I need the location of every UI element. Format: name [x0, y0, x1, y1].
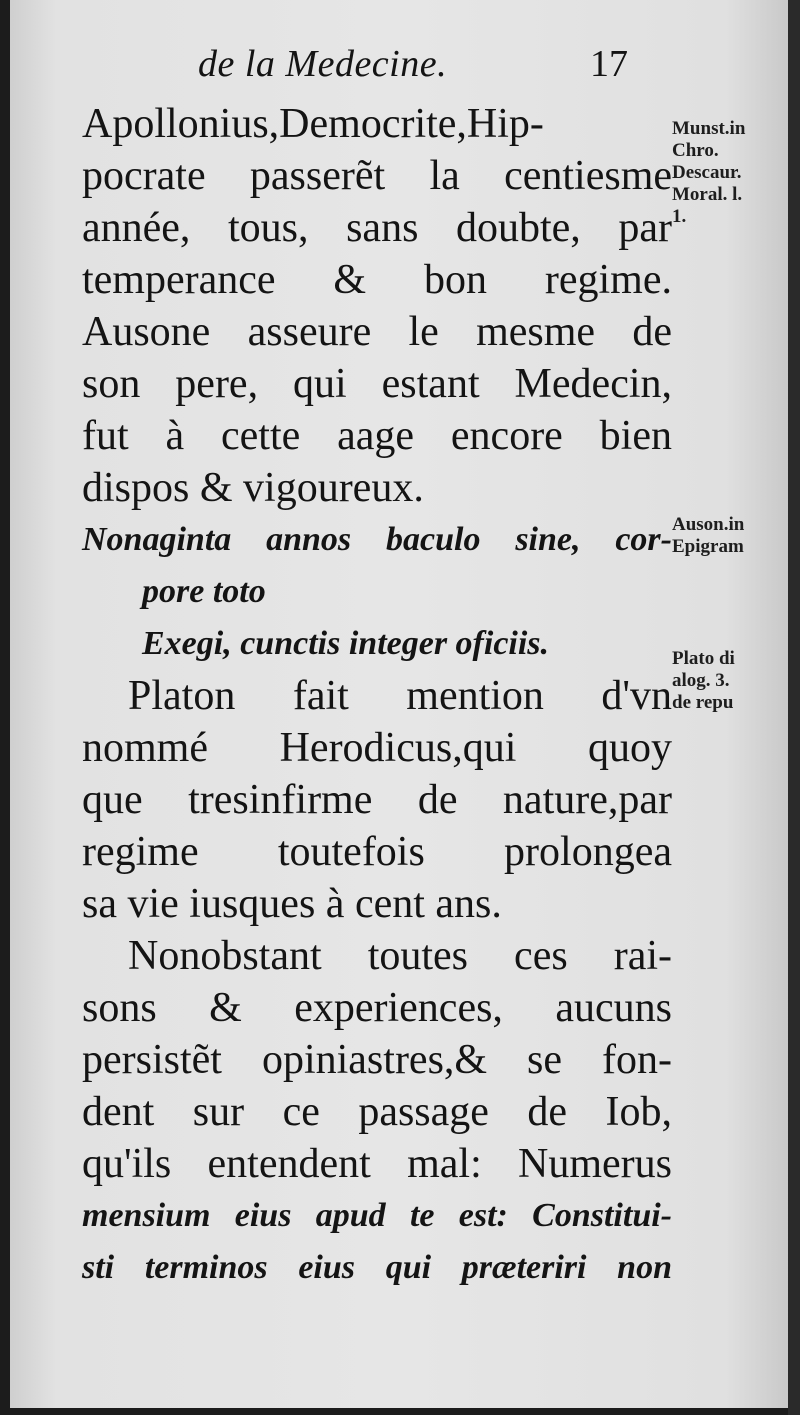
text-line: temperance & bon regime. — [82, 257, 672, 303]
margin-note-line: Epigram — [672, 536, 744, 557]
margin-note-line: Moral. l. — [672, 184, 743, 205]
running-title: de la Medecine. — [198, 43, 448, 85]
margin-note-line: Descaur. — [672, 162, 742, 183]
text-line: fut à cette aage encore bien — [82, 413, 672, 459]
margin-note — [672, 648, 735, 714]
body-text — [82, 98, 672, 1294]
margin-note-line: 1. — [672, 206, 687, 227]
margin-note-line: Munst.in — [672, 118, 746, 139]
text-line: sons & experiences, aucuns — [82, 985, 672, 1031]
verse-line: pore toto — [142, 573, 266, 610]
margin-note-line: Chro. — [672, 140, 719, 161]
page-edge — [788, 0, 800, 1415]
margin-note-line: alog. 3. — [672, 670, 730, 691]
margin-note — [672, 514, 744, 558]
margin-note-line: Auson.in — [672, 514, 745, 535]
text-line: son pere, qui estant Medecin, — [82, 361, 672, 407]
text-line: nommé Herodicus,qui quoy — [82, 725, 672, 771]
text-line: Apollonius,Democrite,Hip- — [82, 101, 544, 147]
text-line: mensium eius apud te est: Constitui- — [82, 1197, 672, 1234]
margin-note-line: Plato di — [672, 648, 735, 669]
verse-line: Nonaginta annos baculo sine, cor- — [82, 521, 672, 558]
text-line: persistẽt opiniastres,& se fon- — [82, 1037, 672, 1083]
text-line: année, tous, sans doubte, par — [82, 205, 672, 251]
text-line: dent sur ce passage de Iob, — [82, 1089, 672, 1135]
text-line: Nonobstant toutes ces rai- — [128, 933, 672, 979]
text-line: Platon fait mention d'vn — [128, 673, 672, 719]
margin-note-line: de repu — [672, 692, 734, 713]
text-line: sti terminos eius qui præteriri non — [82, 1249, 672, 1286]
book-page — [10, 0, 788, 1408]
text-line: dispos & vigoureux. — [82, 465, 424, 511]
text-line: que tresinfirme de nature,par — [82, 777, 672, 823]
text-line: regime toutefois prolongea — [82, 829, 672, 875]
text-line: Ausone asseure le mesme de — [82, 309, 672, 355]
text-line: qu'ils entendent mal: Numerus — [82, 1141, 672, 1187]
verse-line: Exegi, cunctis integer oficiis. — [142, 625, 550, 662]
page-number: 17 — [590, 43, 628, 85]
text-line: sa vie iusques à cent ans. — [82, 881, 502, 927]
page-header — [10, 38, 788, 98]
text-line: pocrate passerẽt la centiesme — [82, 153, 672, 199]
margin-note — [672, 118, 745, 228]
